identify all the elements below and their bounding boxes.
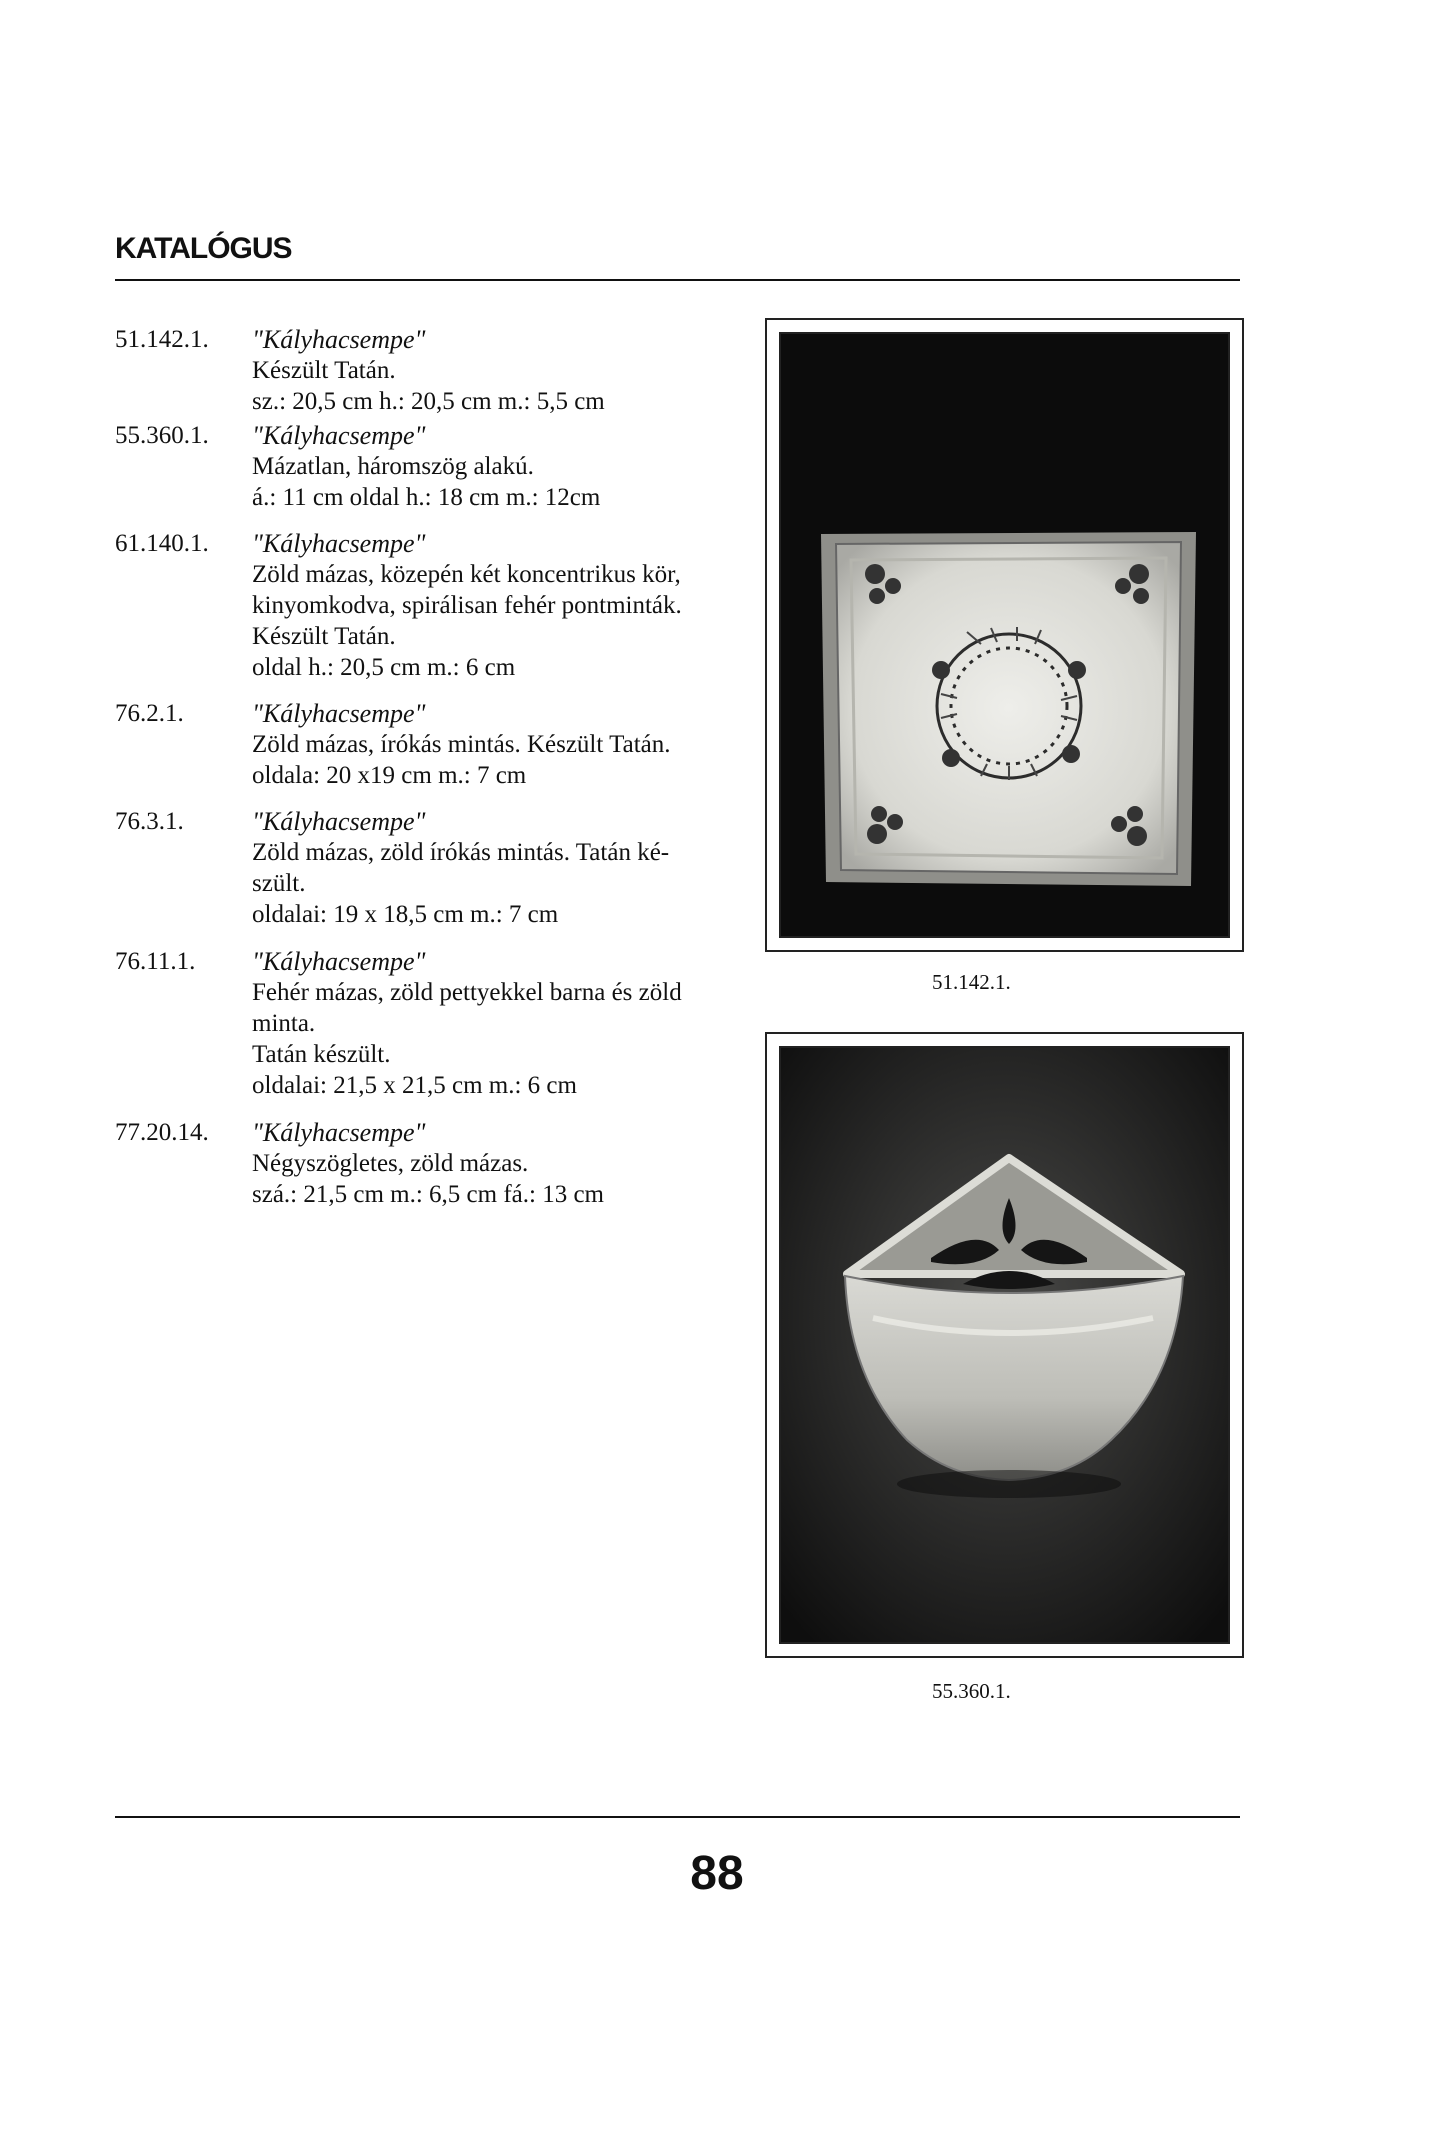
entry-number: 51.142.1. <box>115 326 209 353</box>
entry-line: Négyszögletes, zöld mázas. <box>252 1150 529 1177</box>
photo-triangle <box>779 1046 1230 1644</box>
catalog-entry <box>115 420 755 528</box>
entry-number: 77.20.14. <box>115 1119 209 1146</box>
photo-caption: 55.360.1. <box>932 1679 1011 1703</box>
entry-number: 76.11.1. <box>115 948 196 975</box>
glazed-tile-image <box>781 334 1228 936</box>
entry-line: kinyomkodva, spirálisan fehér pontminták. <box>252 592 682 619</box>
entry-line: Tatán készült. <box>252 1041 391 1068</box>
entry-line: Mázatlan, háromszög alakú. <box>252 453 534 480</box>
catalog-entry <box>115 1117 755 1217</box>
entry-line: Készült Tatán. <box>252 623 396 650</box>
page-number: 88 <box>690 1847 744 1900</box>
entry-line: Készült Tatán. <box>252 357 396 384</box>
entry-line: Zöld mázas, írókás mintás. Készült Tatán. <box>252 731 671 758</box>
entry-number: 61.140.1. <box>115 530 209 557</box>
entry-title: "Kályhacsempe" <box>252 325 426 354</box>
catalog-entry <box>115 324 755 420</box>
entry-line: á.: 11 cm oldal h.: 18 cm m.: 12cm <box>252 484 601 511</box>
catalog-header: KATALÓGUS <box>115 232 292 265</box>
entry-line: sz.: 20,5 cm h.: 20,5 cm m.: 5,5 cm <box>252 388 605 415</box>
entry-line: Zöld mázas, zöld írókás mintás. Tatán ké- <box>252 839 670 866</box>
entry-number: 76.2.1. <box>115 700 184 727</box>
entry-number: 55.360.1. <box>115 422 209 449</box>
photo-tile <box>779 332 1230 938</box>
entry-line: oldalai: 19 x 18,5 cm m.: 7 cm <box>252 901 559 928</box>
catalog-entry-list <box>115 324 755 1217</box>
entry-line: oldalai: 21,5 x 21,5 cm m.: 6 cm <box>252 1072 577 1099</box>
triangular-tile-image <box>781 1048 1228 1642</box>
photo-frame-triangle <box>765 1032 1244 1658</box>
footer-divider <box>115 1816 1240 1818</box>
entry-title: "Kályhacsempe" <box>252 529 426 558</box>
entry-number: 76.3.1. <box>115 808 184 835</box>
entry-title: "Kályhacsempe" <box>252 807 426 836</box>
catalog-entry <box>115 698 755 806</box>
entry-line: szült. <box>252 870 306 897</box>
entry-line: Zöld mázas, közepén két koncentrikus kör, <box>252 561 681 588</box>
entry-line: szá.: 21,5 cm m.: 6,5 cm fá.: 13 cm <box>252 1181 605 1208</box>
header-divider <box>115 279 1240 281</box>
entry-title: "Kályhacsempe" <box>252 947 426 976</box>
entry-line: Fehér mázas, zöld pettyekkel barna és zöld <box>252 979 682 1006</box>
entry-line: oldal h.: 20,5 cm m.: 6 cm <box>252 654 516 681</box>
catalog-entry <box>115 806 755 946</box>
catalog-entry <box>115 946 755 1117</box>
entry-title: "Kályhacsempe" <box>252 699 426 728</box>
entry-line: oldala: 20 x19 cm m.: 7 cm <box>252 762 527 789</box>
photo-frame-tile <box>765 318 1244 952</box>
photo-caption: 51.142.1. <box>932 970 1011 994</box>
catalog-entry <box>115 528 755 698</box>
entry-title: "Kályhacsempe" <box>252 421 426 450</box>
entry-line: minta. <box>252 1010 316 1037</box>
entry-title: "Kályhacsempe" <box>252 1118 426 1147</box>
